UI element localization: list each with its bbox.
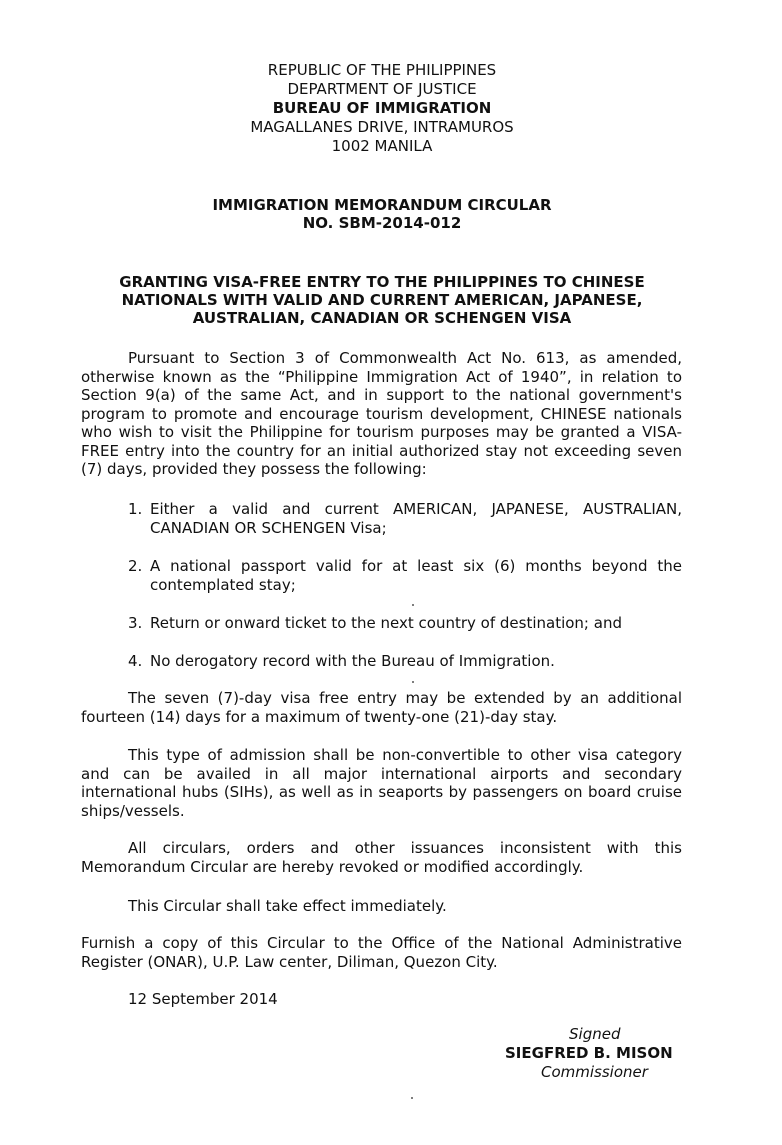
revocation-paragraph: All circulars, orders and other issuances inconsistent with this Memorandum Circular are hereby revoked or modified accordingly. xyxy=(81,839,682,876)
scan-speck xyxy=(412,681,414,683)
list-item-text: Either a valid and current AMERICAN, JAPANESE, AUSTRALIAN, CANADIAN OR SCHENGEN Visa; xyxy=(150,500,682,537)
header-department: DEPARTMENT OF JUSTICE xyxy=(287,80,477,98)
list-item xyxy=(128,652,682,671)
list-item-number: 2. xyxy=(128,557,143,575)
extension-paragraph: The seven (7)-day visa free entry may be extended by an additional fourteen (14) days for a maximum of twenty-one (21)-day stay. xyxy=(81,689,682,726)
circular-number: NO. SBM-2014-012 xyxy=(302,214,462,232)
scan-speck xyxy=(412,604,414,606)
list-item xyxy=(128,557,682,594)
circular-title: IMMIGRATION MEMORANDUM CIRCULAR xyxy=(212,196,552,214)
circular-date: 12 September 2014 xyxy=(128,990,278,1008)
header-city: 1002 MANILA xyxy=(331,137,433,155)
subject-line-1: GRANTING VISA-FREE ENTRY TO THE PHILIPPINES TO CHINESE xyxy=(119,273,645,291)
signatory-name: SIEGFRED B. MISON xyxy=(505,1044,673,1062)
header-bureau: BUREAU OF IMMIGRATION xyxy=(272,99,492,117)
list-item-text: No derogatory record with the Bureau of Immigration. xyxy=(150,652,555,670)
intro-paragraph: Pursuant to Section 3 of Commonwealth Act No. 613, as amended, otherwise known as the “Philippine Immigration Act of 1940”, in relation to Section 9(a) of the same Act, and in support to the national government's program to promote and encourage tourism development, CHINESE nationals who wish to visit the Philippine for tourism purposes may be granted a VISA-FREE entry into the country for an initial authorized stay not exceeding seven (7) days, provided they possess the following: xyxy=(81,349,682,478)
effectivity-paragraph: This Circular shall take effect immediately. xyxy=(128,897,447,915)
admission-paragraph: This type of admission shall be non-convertible to other visa category and can be availed in all major international airports and secondary international hubs (SIHs), as well as in seaports by passengers on board cruise ships/vessels. xyxy=(81,746,682,820)
list-item xyxy=(128,500,682,537)
header-address: MAGALLANES DRIVE, INTRAMUROS xyxy=(250,118,514,136)
subject-line-3: AUSTRALIAN, CANADIAN OR SCHENGEN VISA xyxy=(192,309,572,327)
furnish-paragraph: Furnish a copy of this Circular to the Office of the National Administrative Register (ONAR), U.P. Law center, Diliman, Quezon City. xyxy=(81,934,682,971)
list-item-number: 3. xyxy=(128,614,143,632)
header-republic: REPUBLIC OF THE PHILIPPINES xyxy=(267,61,497,79)
list-item-number: 1. xyxy=(128,500,143,518)
scan-speck xyxy=(411,1097,413,1099)
signatory-title: Commissioner xyxy=(541,1063,648,1081)
list-item-text: Return or onward ticket to the next country of destination; and xyxy=(150,614,622,632)
list-item-text: A national passport valid for at least six (6) months beyond the contemplated stay; xyxy=(150,557,682,594)
subject-line-2: NATIONALS WITH VALID AND CURRENT AMERICAN, JAPANESE, xyxy=(121,291,643,309)
signed-label: Signed xyxy=(569,1025,621,1043)
list-item xyxy=(128,614,682,633)
list-item-number: 4. xyxy=(128,652,143,670)
